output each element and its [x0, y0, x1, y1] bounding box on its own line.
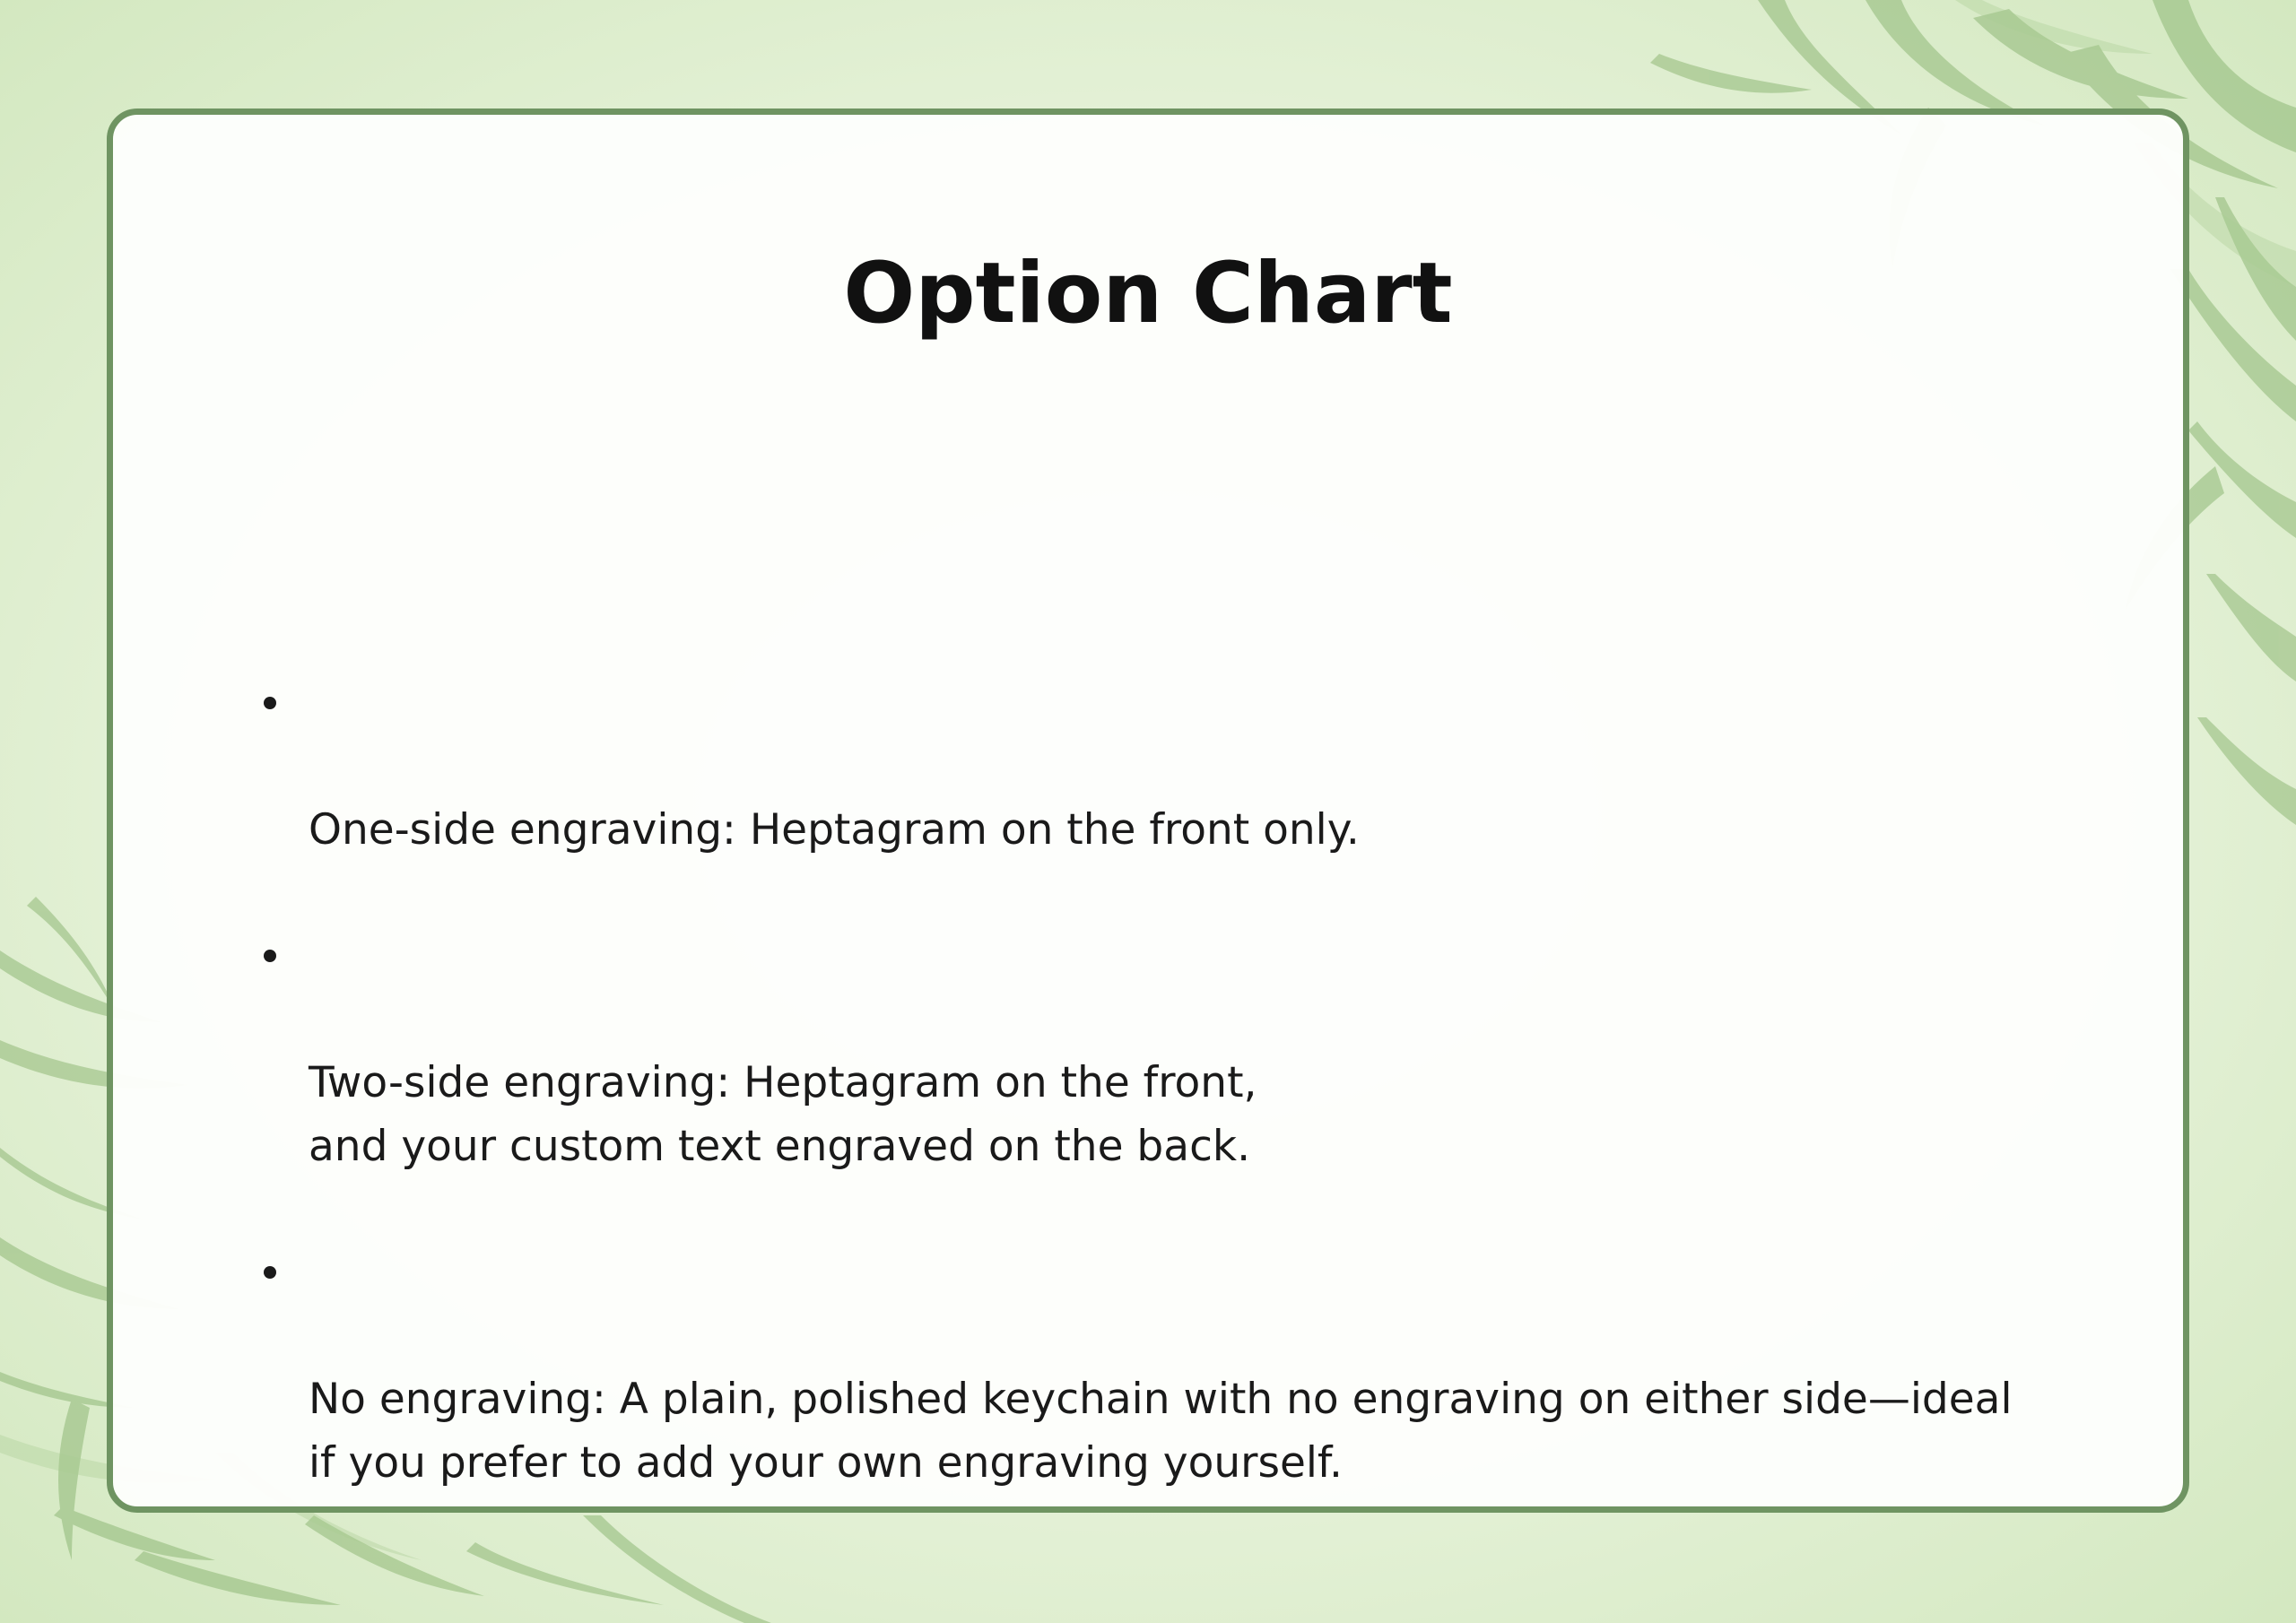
- bullet-icon: [264, 1266, 276, 1279]
- option-card: [107, 108, 2189, 1513]
- option-list: [264, 671, 2129, 1557]
- option-text: Two-side engraving: Heptagram on the front, and your custom text engraved on the back.: [309, 1058, 1257, 1171]
- option-two-side: [264, 924, 2129, 1178]
- bullet-icon: [264, 950, 276, 962]
- option-one-side: [264, 671, 2129, 862]
- page-title: Option Chart: [843, 245, 1453, 343]
- bullet-icon: [264, 697, 276, 709]
- option-text: One-side engraving: Heptagram on the front only.: [309, 805, 1360, 855]
- option-no-engraving: [264, 1240, 2129, 1495]
- option-text: No engraving: A plain, polished keychain with no engraving on either side—ideal if you prefer to add your own engraving yourself.: [309, 1375, 2013, 1488]
